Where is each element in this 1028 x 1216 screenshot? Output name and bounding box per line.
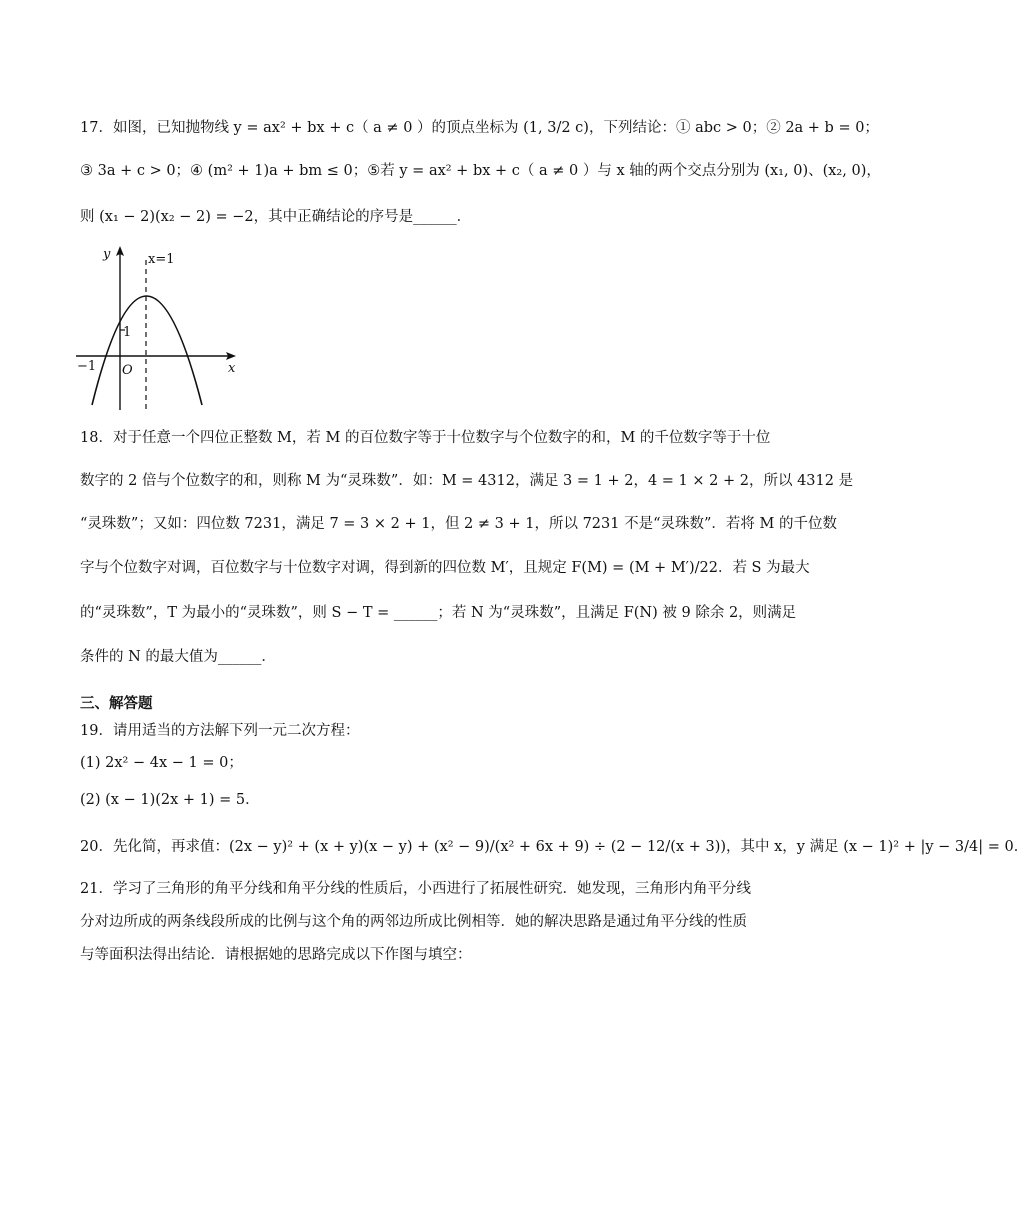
y-tick-label: 1 [123, 325, 132, 340]
q21-line-1: 21．学习了三角形的角平分线和角平分线的性质后，小西进行了拓展性研究．她发现，三角形内角平分线 [80, 881, 751, 897]
q18-line-1: 18．对于任意一个四位正整数 M，若 M 的百位数字等于十位数字与个位数字的和，M 的千位数字等于十位 [80, 430, 771, 446]
q21-line-2: 分对边所成的两条线段所成的比例与这个角的两邻边所成比例相等．她的解决思路是通过角平分线的性质 [80, 914, 747, 930]
q18-line-6: 条件的 N 的最大值为______． [80, 649, 276, 665]
q17-line-1: 17．如图，已知抛物线 y = ax² + bx + c（ a ≠ 0 ）的顶点坐标为 (1, 3/2 c)，下列结论：① abc > 0；② 2a + b = 0； [80, 120, 879, 136]
q18-line-5: 的“灵珠数”，T 为最小的“灵珠数”，则 S − T = ______；若 N 为“灵珠数”，且满足 F(N) 被 9 除余 2，则满足 [80, 605, 797, 621]
parabola-figure [72, 242, 242, 412]
section-title: 三、解答题 [80, 695, 153, 712]
q18-line-3: “灵珠数”；又如：四位数 7231，满足 7 = 3 × 2 + 1，但 2 ≠ 3 + 1，所以 7231 不是“灵珠数”．若将 M 的千位数 [80, 516, 837, 532]
y-axis-label: y [103, 247, 111, 262]
q17-line-3: 则 (x₁ − 2)(x₂ − 2) = −2，其中正确结论的序号是______． [80, 209, 472, 225]
q19-part-1: (1) 2x² − 4x − 1 = 0； [80, 755, 243, 771]
origin-label: O [122, 363, 133, 378]
x-axis-label: x [228, 361, 236, 376]
q20-text: 20．先化简，再求值：(2x − y)² + (x + y)(x − y) + (x² − 9)/(x² + 6x + 9) ÷ (2 − 12/(x + 3))，其中 x，y 满足 (x − 1)² + |y − 3/4| = 0． [80, 839, 1028, 855]
symmetry-line-label: x=1 [148, 252, 175, 267]
parabola-curve [92, 296, 202, 405]
q19-stem: 19．请用适当的方法解下列一元二次方程： [80, 723, 360, 739]
x-tick-label: −1 [77, 359, 97, 374]
q21-line-3: 与等面积法得出结论．请根据她的思路完成以下作图与填空： [80, 947, 472, 963]
q18-line-4: 字与个位数字对调，百位数字与十位数字对调，得到新的四位数 M′，且规定 F(M) = (M + M′)/22．若 S 为最大 [80, 560, 810, 576]
q17-line-2: ③ 3a + c > 0；④ (m² + 1)a + bm ≤ 0；⑤若 y = ax² + bx + c（ a ≠ 0 ）与 x 轴的两个交点分别为 (x₁, 0)、(x₂, 0)， [80, 163, 881, 179]
q19-part-2: (2) (x − 1)(2x + 1) = 5． [80, 792, 260, 808]
q18-line-2: 数字的 2 倍与个位数字的和，则称 M 为“灵珠数”．如：M = 4312，满足 3 = 1 + 2，4 = 1 × 2 + 2，所以 4312 是 [80, 473, 854, 489]
